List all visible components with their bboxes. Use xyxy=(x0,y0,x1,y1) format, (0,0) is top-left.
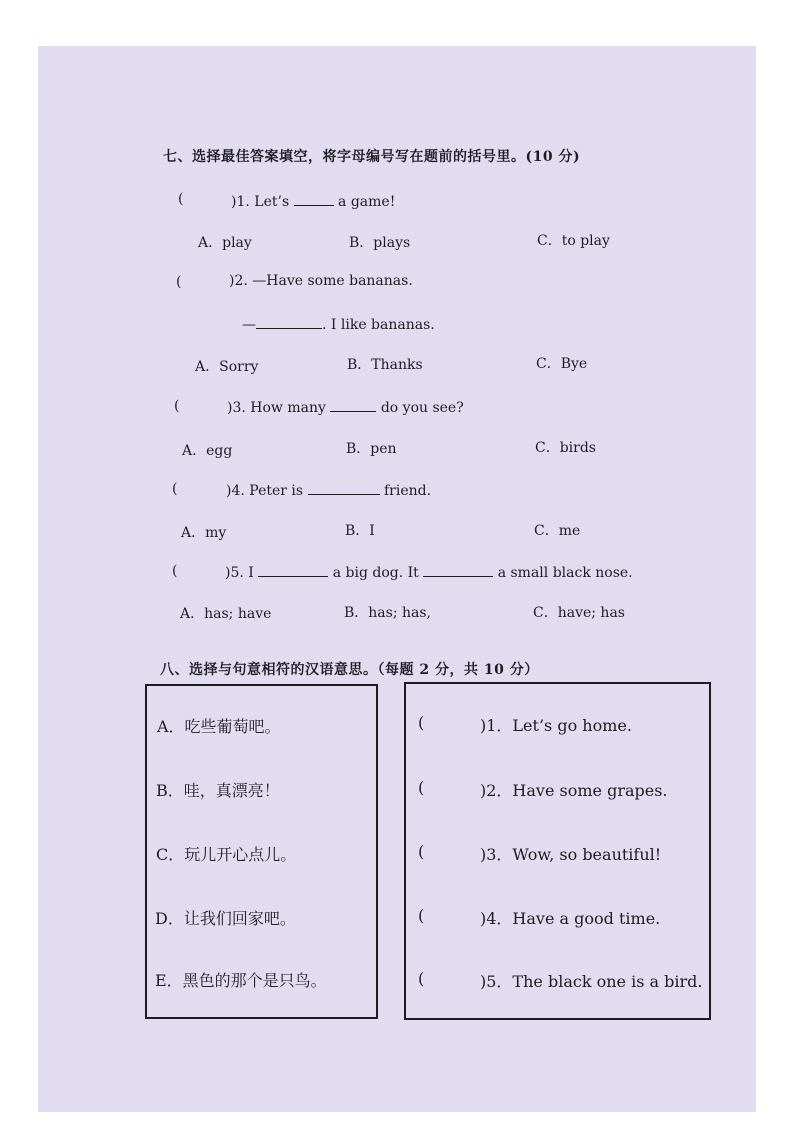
q1-option-b: B．plays xyxy=(349,235,411,251)
left-item-d: D．让我们回家吧。 xyxy=(155,909,296,928)
q2-option-c: C．Bye xyxy=(536,356,588,372)
right-item-1-paren: ( xyxy=(418,713,425,732)
q5-mid: a big dog. It xyxy=(332,565,419,581)
right-item-3-paren: ( xyxy=(418,842,425,861)
q3-number: )3. xyxy=(227,400,246,416)
right-item-5: )5．The black one is a bird. xyxy=(480,972,703,991)
q3-option-c: C．birds xyxy=(535,440,596,456)
left-item-e: E．黑色的那个是只鸟。 xyxy=(155,971,327,990)
q1-post: a game! xyxy=(338,194,396,210)
right-item-5-paren: ( xyxy=(418,969,425,988)
q1-option-c: C．to play xyxy=(537,233,610,249)
left-item-c: C．玩儿开心点儿。 xyxy=(156,845,297,864)
q4-option-b: B．I xyxy=(345,523,375,539)
q1-paren: ( xyxy=(178,191,184,207)
left-item-b: B．哇，真漂亮！ xyxy=(156,781,280,800)
q5-option-a: A．has; have xyxy=(180,606,272,622)
q3-paren: ( xyxy=(174,398,180,414)
q4-stem xyxy=(226,480,431,499)
q5-pre: I xyxy=(248,565,254,581)
right-item-4: )4．Have a good time. xyxy=(480,909,661,928)
q3-option-a: A．egg xyxy=(182,443,233,459)
q3-option-b: B．pen xyxy=(346,441,397,457)
q5-blank-2[interactable] xyxy=(423,562,493,577)
q2-line2-post: . I like bananas. xyxy=(322,317,435,333)
q4-number: )4. xyxy=(226,483,245,499)
q3-stem xyxy=(227,397,464,416)
q2-number: )2. xyxy=(229,273,248,289)
right-item-1: )1．Let’s go home. xyxy=(480,716,632,735)
q5-paren: ( xyxy=(172,563,178,579)
q1-number: )1. xyxy=(231,194,250,210)
q1-option-a: A．play xyxy=(198,235,252,251)
q2-option-b: B．Thanks xyxy=(347,357,423,373)
q5-option-c: C．have; has xyxy=(533,605,625,621)
q4-blank[interactable] xyxy=(308,480,380,495)
q5-stem xyxy=(225,562,633,581)
q5-blank-1[interactable] xyxy=(258,562,328,577)
q4-pre: Peter is xyxy=(249,483,304,499)
q3-blank[interactable] xyxy=(330,397,376,412)
q2-dash: — xyxy=(242,317,256,333)
q2-option-a: A．Sorry xyxy=(195,359,259,375)
right-item-4-paren: ( xyxy=(418,906,425,925)
q2-line1: —Have some bananas. xyxy=(252,273,413,289)
q4-option-c: C．me xyxy=(534,523,581,539)
q5-option-b: B．has; has, xyxy=(344,605,432,621)
q3-pre: How many xyxy=(250,400,326,416)
q5-post: a small black nose. xyxy=(497,565,633,581)
q1-blank[interactable] xyxy=(294,191,334,206)
section7-title: 七、选择最佳答案填空，将字母编号写在题前的括号里。(10 分) xyxy=(163,149,581,165)
section8-title: 八、选择与句意相符的汉语意思。（每题 2 分，共 10 分） xyxy=(160,662,539,678)
left-item-a: A．吃些葡萄吧。 xyxy=(157,717,281,736)
q3-post: do you see? xyxy=(380,400,464,416)
q2-stem xyxy=(229,273,413,289)
right-item-2-paren: ( xyxy=(418,778,425,797)
q5-number: )5. xyxy=(225,565,244,581)
right-item-3: )3．Wow, so beautiful! xyxy=(480,845,662,864)
left-answer-box xyxy=(145,684,378,1019)
q1-stem xyxy=(231,191,395,210)
right-question-box xyxy=(404,682,711,1020)
q4-option-a: A．my xyxy=(181,525,227,541)
q4-paren: ( xyxy=(172,481,178,497)
q1-pre: Let’s xyxy=(254,194,290,210)
q4-post: friend. xyxy=(383,483,432,499)
q2-line2 xyxy=(242,314,435,333)
right-item-2: )2．Have some grapes. xyxy=(480,781,668,800)
q2-blank[interactable] xyxy=(256,314,322,329)
q2-paren: ( xyxy=(176,274,182,290)
